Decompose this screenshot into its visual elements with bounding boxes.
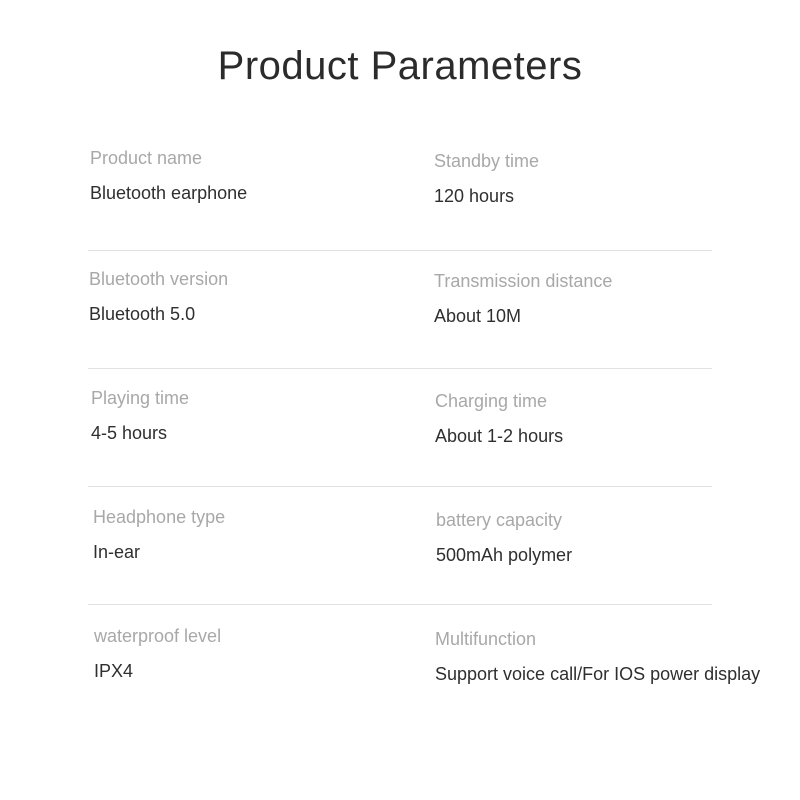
spec-cell-headphone-type — [88, 487, 434, 563]
page-title: Product Parameters — [217, 44, 583, 88]
spec-value: 120 hours — [434, 185, 515, 206]
spec-cell-bluetooth-version — [88, 251, 434, 325]
spec-value: About 10M — [434, 305, 522, 326]
spec-cell-standby-time — [434, 132, 712, 207]
spec-value: In-ear — [93, 541, 141, 562]
spec-label: Transmission distance — [434, 271, 613, 291]
spec-value: Bluetooth earphone — [90, 182, 248, 203]
spec-label: Multifunction — [435, 629, 537, 649]
spec-cell-playing-time — [88, 369, 434, 444]
spec-value: 500mAh polymer — [436, 544, 573, 565]
spec-label: battery capacity — [436, 510, 563, 530]
specifications-table — [88, 132, 761, 722]
spec-cell-battery-capacity — [434, 487, 712, 566]
spec-value: 4-5 hours — [91, 422, 168, 443]
spec-value: Support voice call/For IOS power display — [435, 663, 761, 684]
spec-cell-product-name — [88, 132, 434, 204]
spec-cell-charging-time — [434, 369, 712, 447]
table-row — [88, 604, 761, 722]
spec-label: waterproof level — [94, 626, 222, 646]
spec-label: Playing time — [91, 388, 190, 408]
spec-label: Headphone type — [93, 507, 226, 527]
spec-label: Product name — [90, 148, 203, 168]
spec-cell-multifunction — [434, 605, 761, 685]
table-row — [88, 486, 712, 604]
spec-value: About 1-2 hours — [435, 425, 564, 446]
spec-cell-transmission-distance — [434, 251, 712, 327]
spec-value: Bluetooth 5.0 — [89, 303, 196, 324]
table-row — [88, 250, 712, 368]
spec-value: IPX4 — [94, 660, 134, 681]
table-row — [88, 368, 712, 486]
spec-label: Charging time — [435, 391, 548, 411]
spec-label: Standby time — [434, 151, 540, 171]
spec-cell-waterproof-level — [88, 605, 434, 682]
table-row — [88, 132, 712, 250]
spec-label: Bluetooth version — [89, 269, 229, 289]
